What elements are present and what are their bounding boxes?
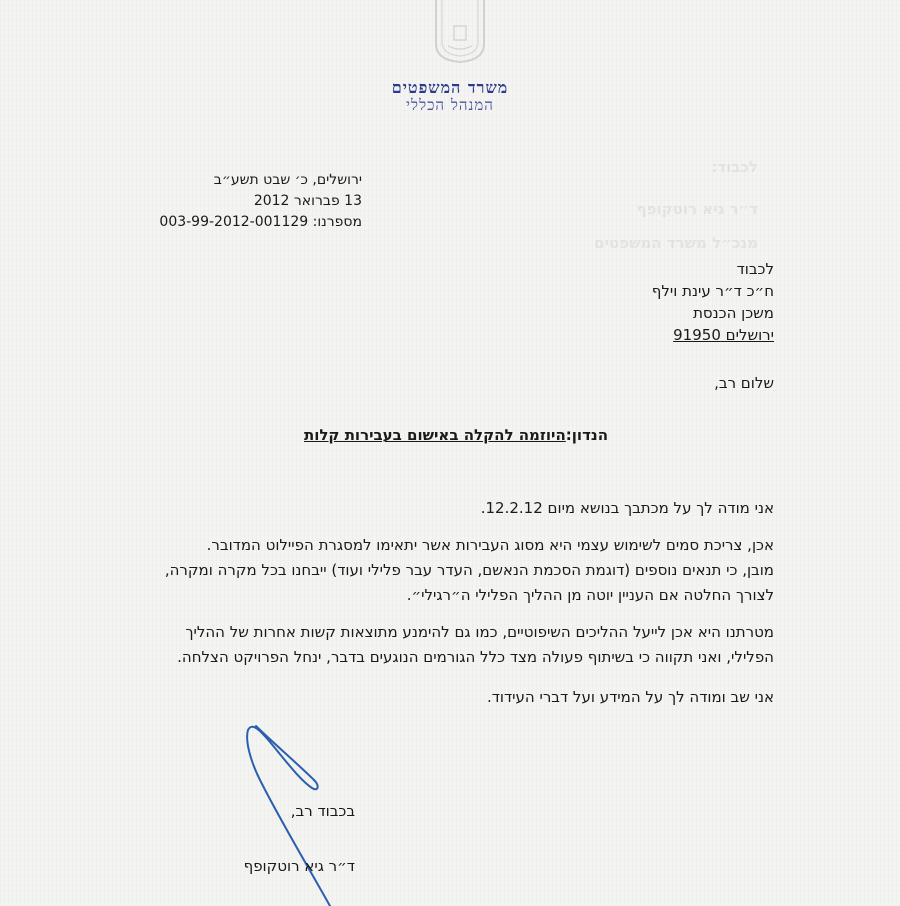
gregorian-date: 13 פברואר 2012 xyxy=(253,193,362,209)
reference-number: מספרנו: 003-99-2012-001129 xyxy=(159,214,362,230)
recipient-place: משכן הכנסת xyxy=(693,304,774,322)
body-line: אני מודה לך על מכתבך בנושא מיום 12.2.12. xyxy=(480,499,774,517)
bleed-through-text: מנכ״ל משרד המשפטים xyxy=(594,234,758,252)
subject-text: היוזמה להקלה באישום בעבירות קלות xyxy=(303,426,566,444)
greeting: שלום רב, xyxy=(714,374,774,392)
body-line: אני שב ומודה לך על המידע ועל דברי העידוד. xyxy=(486,688,774,706)
bleed-through-text: לכבוד: xyxy=(711,158,758,176)
signer-name: ד״ר גיא רוטקופף xyxy=(243,857,355,875)
recipient-city: ירושלים 91950 xyxy=(673,326,774,344)
subject-line xyxy=(304,424,608,446)
body-paragraph-2 xyxy=(114,533,774,608)
dateline xyxy=(159,170,362,233)
body-line: אכן, צריכת סמים לשימוש עצמי היא מסוג העבירות אשר יתאימו למסגרת הפיילוט המדובר. xyxy=(206,536,774,554)
subject-prefix: הנדון: xyxy=(565,426,608,444)
ministry-name: משרד המשפטים xyxy=(391,78,509,97)
salutation: לכבוד xyxy=(736,260,774,278)
body-line: מובן, כי תנאים נוספים (דוגמת הסכמת הנאשם, העדר עבר פלילי ועוד) ייבחנו בכל מקרה ומקרה, xyxy=(164,561,774,579)
body-paragraph-4 xyxy=(114,685,774,710)
body-paragraph-1 xyxy=(114,496,774,521)
body-line: הפלילי, ואני תקווה כי בשיתוף פעולה מצד כלל הגורמים הנוגעים בדבר, ינחל הפרויקט הצלחה. xyxy=(177,648,774,666)
body-line: מטרתנו היא אכן לייעל ההליכים השיפוטיים, כמו גם להימנע מתוצאות קשות אחרות של ההליך xyxy=(185,623,774,641)
closing: בכבוד רב, xyxy=(290,802,355,820)
state-emblem-icon xyxy=(428,0,492,64)
body-line: לצורך החלטה אם העניין יוטה מן ההליך הפלילי ה״רגילי״. xyxy=(406,586,774,604)
bleed-through-text: ד״ר גיא רוטקופף xyxy=(636,200,758,218)
recipient-name: ח״כ ד״ר עינת וילף xyxy=(651,282,774,300)
body-paragraph-3 xyxy=(114,620,774,670)
division-name: המנהל הכללי xyxy=(406,96,494,114)
hebrew-date: ירושלים, כ׳ שבט תשע״ב xyxy=(213,172,362,188)
recipient-address xyxy=(652,258,774,346)
